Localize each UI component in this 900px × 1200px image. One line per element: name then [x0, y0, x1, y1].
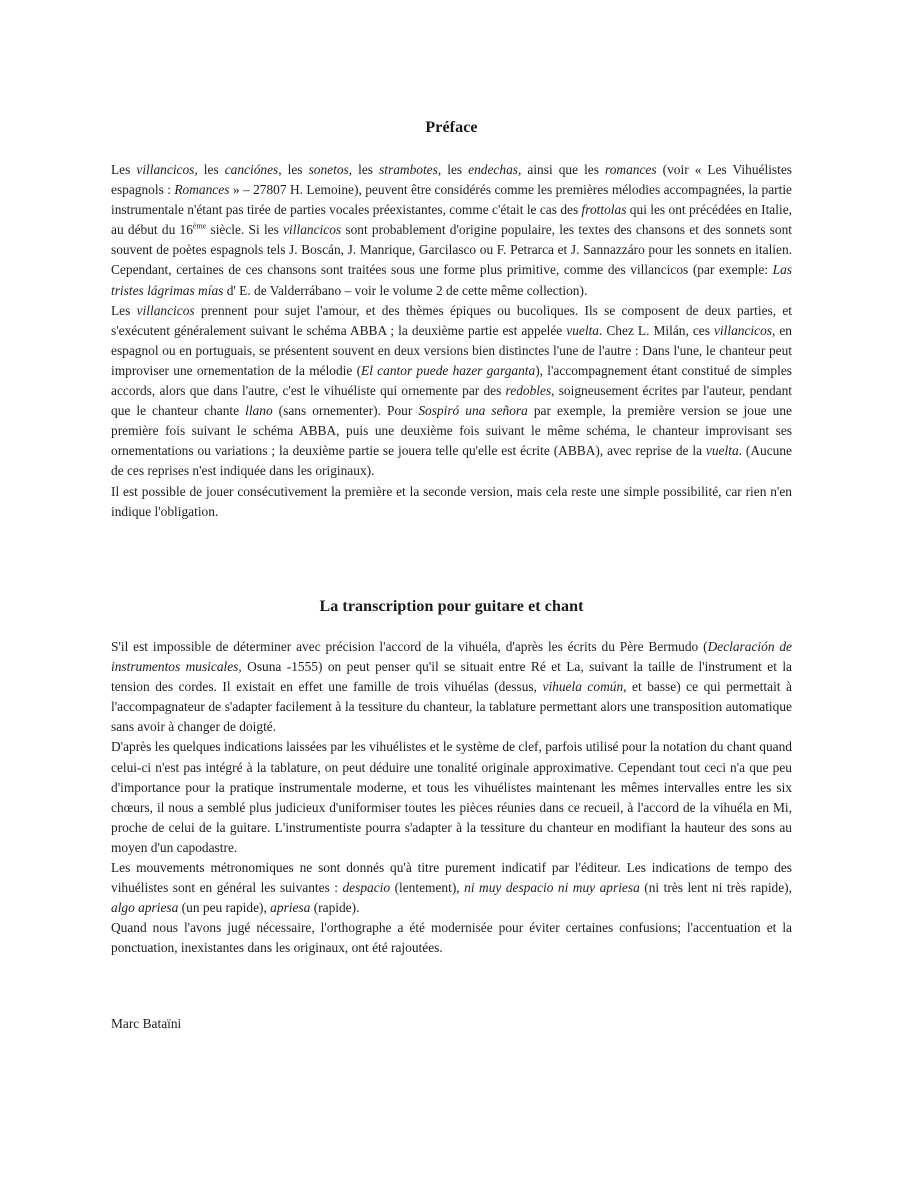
- italic-term: apriesa: [270, 900, 311, 916]
- italic-term: villancicos: [136, 302, 195, 318]
- transcription-paragraph-1: S'il est impossible de déterminer avec précision l'accord de la vihuéla, d'après les écrits du Père Bermudo (Declaración de instrumentos musicales, Osuna -1555) on peut penser qu'il se situait entre Ré et La, suivant la taille de l'instrument et la tension des cordes. Il existait en effet une famille de trois vihuélas (dessus, vihuela común, et basse) ce qui permettait à l'accompagnateur de s'adapter facilement à la tessiture du chanteur, la tablature permettant alors une transposition automatique sans avoir à changer de doigté.: [111, 639, 793, 735]
- italic-term: algo apriesa: [111, 900, 179, 916]
- italic-term: endechas: [468, 162, 518, 177]
- italic-term: redobles: [505, 383, 552, 399]
- italic-term: sonetos: [308, 162, 349, 177]
- italic-term: Sospiró una señora: [418, 403, 528, 419]
- italic-term: Las tristes lágrimas mías: [111, 262, 792, 298]
- transcription-title: La transcription pour guitare et chant: [319, 598, 584, 615]
- italic-term: vihuela común: [542, 679, 624, 695]
- transcription-paragraph-3: Les mouvements métronomiques ne sont donnés qu'à titre purement indicatif par l'éditeur. Les indications de tempo des vihuélistes sont en général les suivantes : despacio (lentement), ni muy despacio ni muy apriesa (ni très lent ni très rapide), algo apriesa (un peu rapide), apriesa (rapide).: [111, 860, 792, 916]
- preface-paragraph-2: Les villancicos prennent pour sujet l'amour, et des thèmes épiques ou bucoliques. Ils se composent de deux parties, et s'exécutent généralement suivant le schéma ABBA ; la deuxième partie est appelée vuelta. Chez L. Milán, ces villancicos, en espagnol ou en portuguais, se présentent souvent en deux versions bien distinctes l'une de l'autre : Dans l'une, le chanteur peut improviser une ornementation de la mélodie (El cantor puede hazer garganta), l'accompagnement étant constitué de simples accords, alors que dans l'autre, c'est le vihuéliste qui ornemente par des redobles, soigneusement écrites par l'auteur, pendant que le chanteur chante llano (sans ornementer). Pour Sospiró una señora par exemple, la première version se joue une première fois suivant le schéma ABBA, puis une deuxième fois suivant le même schéma, le chanteur improvisant ses ornementations ou variations ; la deuxième partie se jouera telle qu'elle est écrite (ABBA), avec reprise de la vuelta. (Aucune de ces reprises n'est indiquée dans les originaux).: [111, 302, 793, 479]
- transcription-body: [111, 637, 792, 959]
- italic-term: canciónes: [224, 162, 279, 177]
- italic-term: strambotes: [379, 162, 438, 177]
- italic-term: romances: [605, 162, 657, 177]
- preface-body: [111, 160, 792, 522]
- italic-term: frottolas: [581, 202, 627, 218]
- italic-term: llano: [245, 403, 273, 419]
- italic-term: villancicos: [713, 322, 772, 338]
- italic-term: vuelta: [705, 443, 739, 459]
- author-signature: Marc Bataïni: [111, 1016, 182, 1031]
- italic-term: vuelta: [566, 322, 599, 338]
- preface-title: Préface: [425, 119, 478, 136]
- italic-term: despacio: [342, 880, 391, 896]
- italic-term: villancicos: [283, 222, 342, 238]
- italic-term: Declaración de instrumentos musicales,: [111, 639, 793, 675]
- preface-paragraph-3: Il est possible de jouer consécutivement la première et la seconde version, mais cela reste une simple possibilité, car rien n'en indique l'obligation.: [111, 483, 792, 519]
- italic-term: villancicos: [136, 162, 195, 177]
- preface-paragraph-1: Les villancicos, les canciónes, les sonetos, les strambotes, les endechas, ainsi que les romances (voir « Les Vihuélistes espagnols : Romances » – 27807 H. Lemoine), peuvent être considérés comme les premières mélodies accompagnées, la partie instrumentale n'étant pas tirée de parties vocales préexistantes, comme c'était le cas des frottolas qui les ont précédées en Italie, au début du 16ème siècle. Si les villancicos sont probablement d'origine populaire, les textes des chansons et des sonnets sont souvent de poètes espagnols tels J. Boscán, J. Manrique, Garcilasco ou F. Petrarca et J. Sannazzáro pour les sonnets en italien. Cependant, certaines de ces chansons sont traitées sous une forme plus primitive, comme des villancicos (par exemple: Las tristes lágrimas mías d' E. de Valderrábano – voir le volume 2 de cette même collection).: [111, 162, 793, 298]
- transcription-paragraph-4: Quand nous l'avons jugé nécessaire, l'orthographe a été modernisée pour éviter certaines confusions; l'accentuation et la ponctuation, inexistantes dans les originaux, ont été rajoutées.: [111, 920, 792, 956]
- superscript: ème: [192, 221, 207, 231]
- italic-term: El cantor puede hazer garganta: [361, 362, 536, 378]
- italic-term: ni muy despacio ni muy apriesa: [464, 880, 640, 896]
- italic-term: Romances: [174, 182, 230, 198]
- transcription-paragraph-2: D'après les quelques indications laissées par les vihuélistes et le système de clef, parfois utilisé pour la notation du chant quand celui-ci n'est pas intégré à la tablature, on peut déduire une tonalité originale approximative. Cependant tout ceci n'a que peu d'importance pour la pratique instrumentale moderne, et tous les vihuélistes maintenant les mêmes intervalles entre les six chœurs, il nous a semblé plus judicieux d'uniformiser toutes les pièces réunies dans ce recueil, à l'accord de la vihuéla en Mi, proche de celui de la guitare. L'instrumentiste pourra s'adapter à la tessiture du chanteur en modifiant la hauteur des sons au moyen d'un capodastre.: [111, 739, 792, 855]
